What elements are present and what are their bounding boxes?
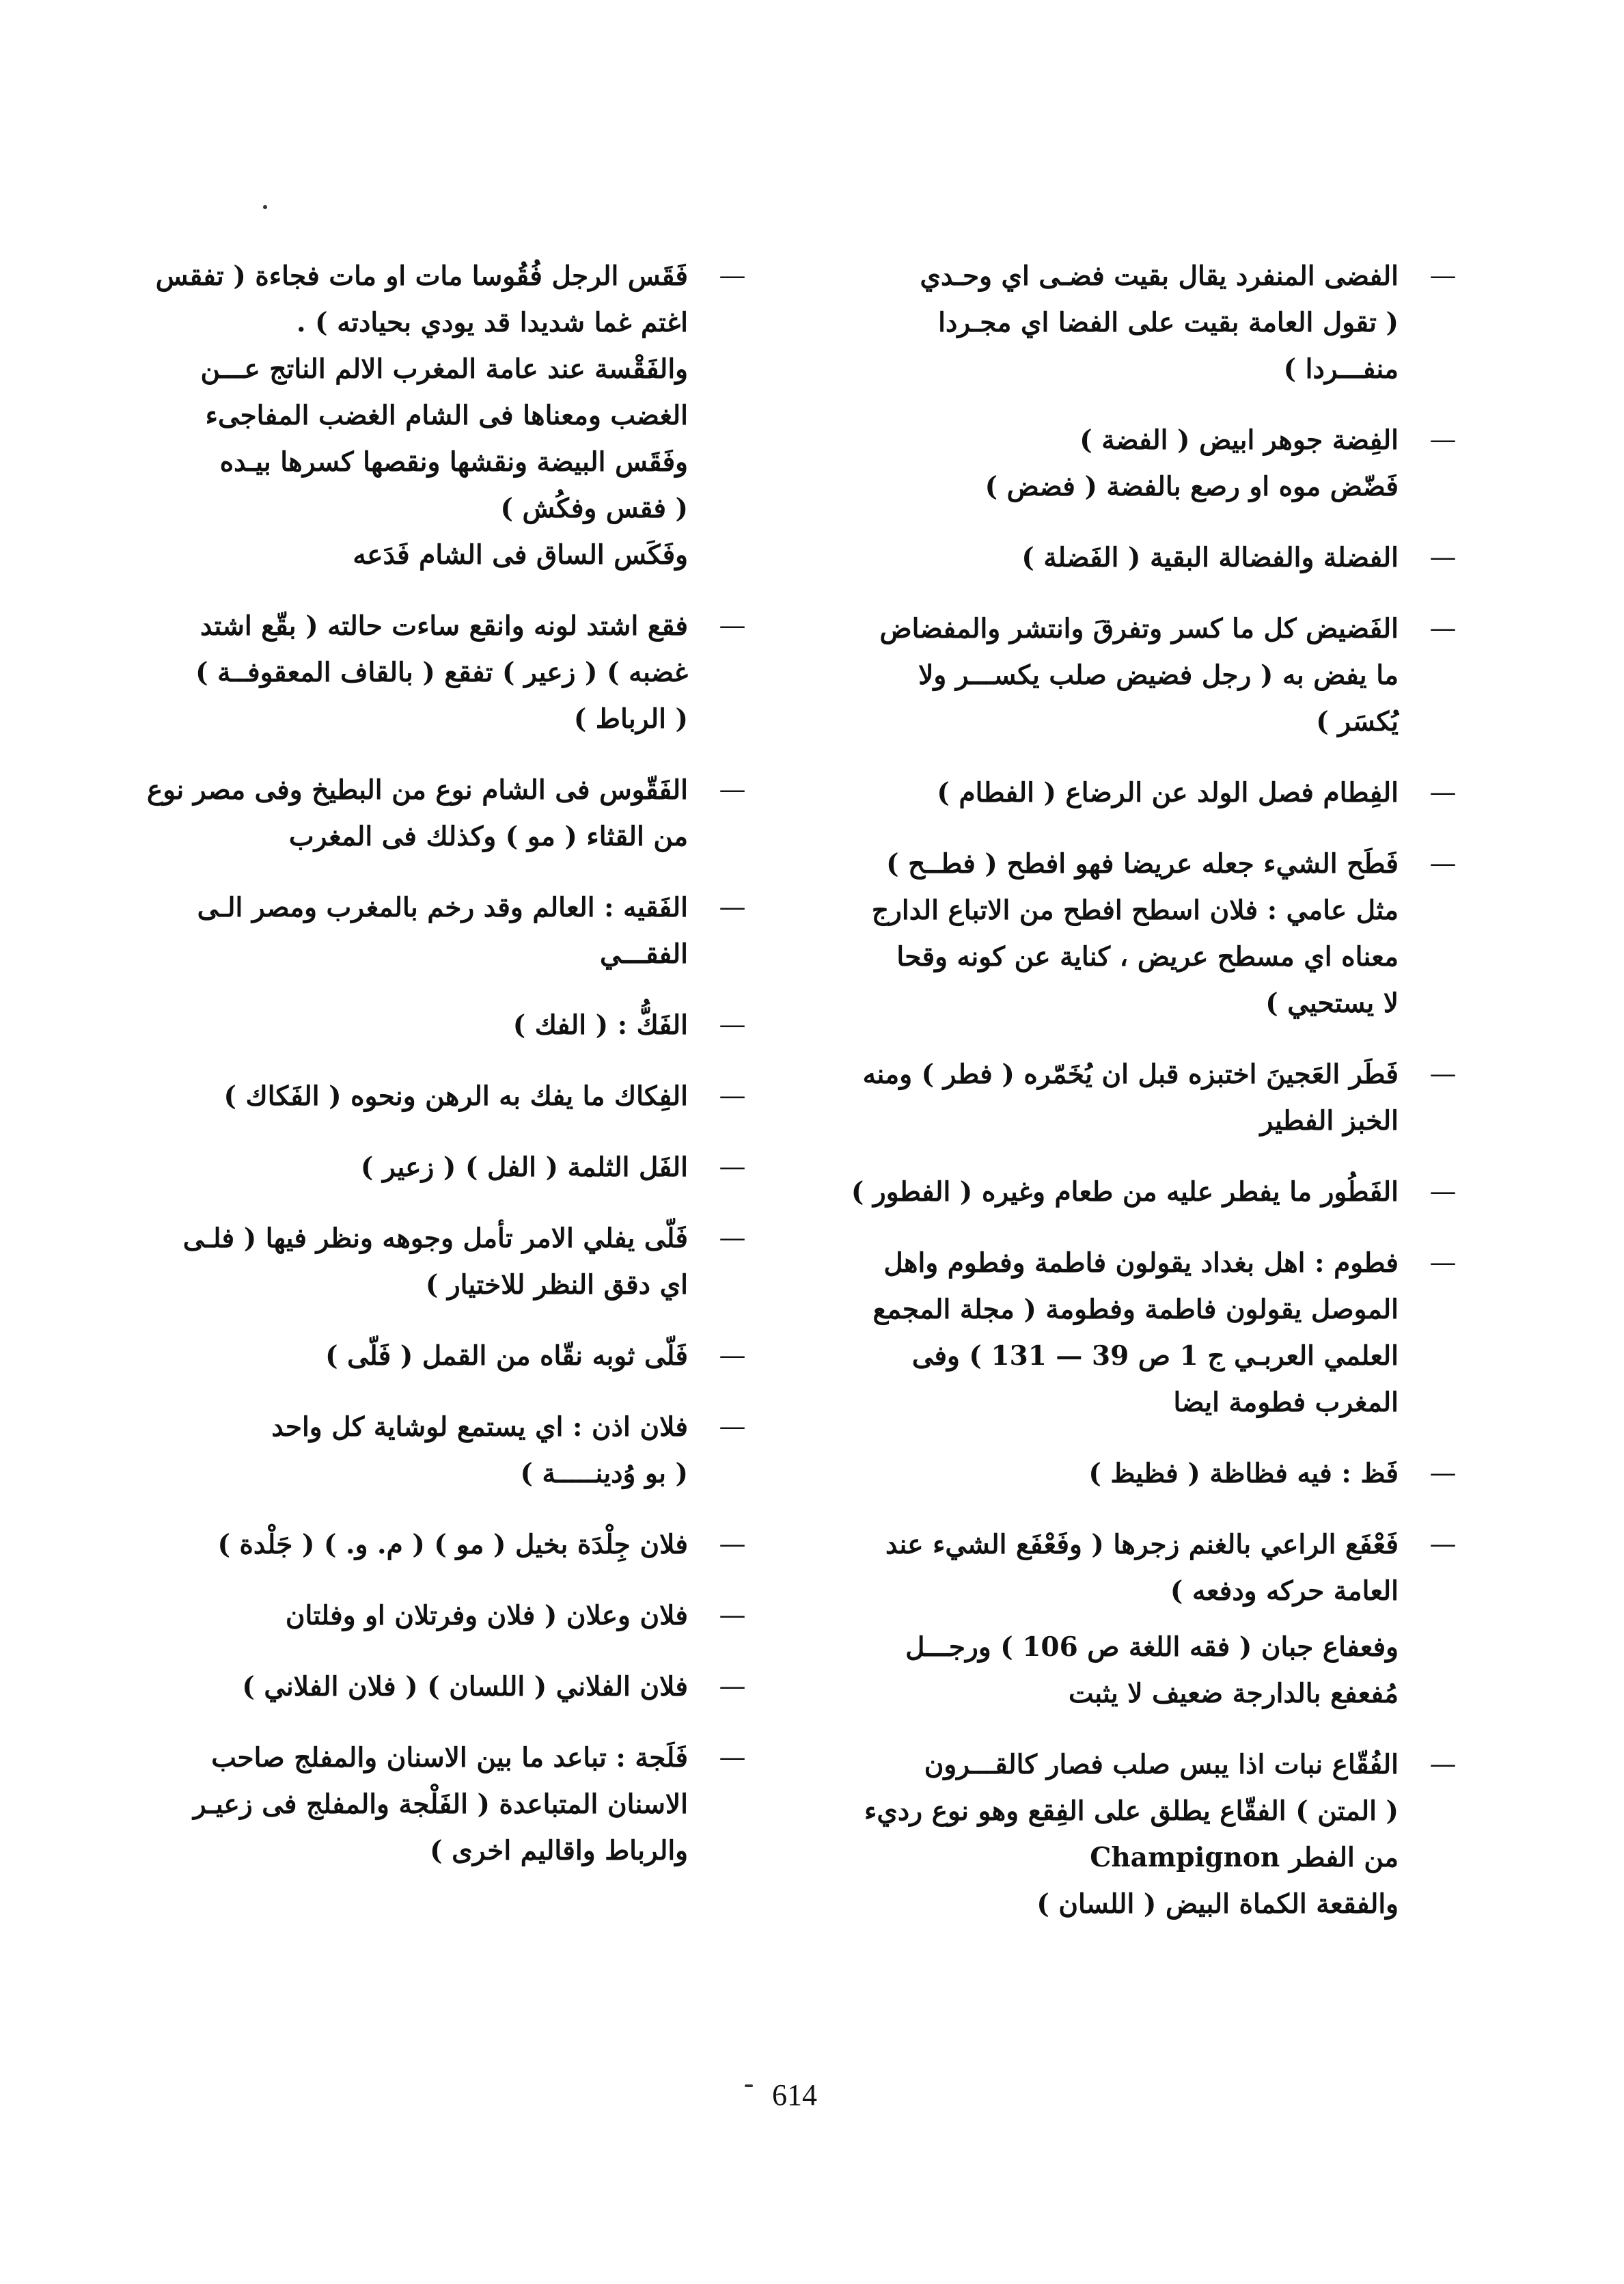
entry-dash: — [719, 260, 746, 291]
right-column [808, 253, 1463, 1952]
entry-line: فَلَجة : تباعد ما بين الاسنان والمفلج صاحب [211, 1742, 688, 1773]
dictionary-entry [808, 1450, 1463, 1497]
entry-dash: — [719, 774, 746, 805]
dictionary-entry [808, 1624, 1463, 1717]
left-column [97, 253, 753, 1899]
entry-line: الفِطام فصل الولد عن الرضاع ( الفطام ) [937, 777, 1399, 808]
entry-line: ما يفض به ( رجل فضيض صلب يكســـر ولا [918, 660, 1399, 691]
entry-dash: — [719, 1152, 746, 1182]
entry-line: ( بو وُدينـــــة ) [520, 1458, 688, 1489]
dictionary-entry [808, 1169, 1463, 1215]
dictionary-entry [97, 1404, 753, 1497]
entry-line: فَلّى ثوبه نقّاه من القمل ( فَلّى ) [325, 1340, 688, 1372]
entry-dash: — [719, 1080, 746, 1111]
entry-line: فَقَس الرجل فُقُوسا مات او مات فجاءة ( تفقس [155, 260, 688, 292]
entry-dash: — [719, 1223, 746, 1253]
dictionary-entry [808, 1741, 1463, 1927]
dictionary-entry [808, 1240, 1463, 1426]
entry-dash: — [719, 1600, 746, 1631]
dictionary-entry [97, 1333, 753, 1379]
entry-line: مثل عامي : فلان اسطح افطح من الاتباع الدارج [871, 895, 1399, 926]
entry-dash: — [1429, 1749, 1457, 1780]
entry-line: فلان اذن : اي يستمع لوشاية كل واحد [271, 1411, 688, 1443]
entry-dash: — [719, 1340, 746, 1371]
dictionary-entry [97, 767, 753, 860]
entry-dash: — [1429, 777, 1457, 808]
entry-line: الفَطُور ما يفطر عليه من طعام وغيره ( الفطور ) [851, 1176, 1399, 1208]
entry-line: لا يستحيي ) [1265, 988, 1399, 1019]
entry-dash: — [719, 1671, 746, 1702]
dictionary-entry [808, 417, 1463, 510]
entry-line: اي دقق النظر للاختيار ) [425, 1269, 688, 1301]
entry-line: والرباط واقاليم اخرى ) [430, 1835, 688, 1866]
entry-dash: — [1429, 260, 1457, 291]
entry-line: معناه اي مسطح عريض ، كناية عن كونه وقحا [896, 941, 1399, 973]
entry-dash: — [1429, 613, 1457, 644]
entry-dash: — [719, 892, 746, 923]
entry-dash: — [719, 610, 746, 641]
entry-line: العامة حركه ودفعه ) [1170, 1575, 1399, 1607]
dictionary-entry [808, 1521, 1463, 1614]
dictionary-entry [808, 253, 1463, 392]
entry-line: فَلّى يفلي الامر تأمل وجوهه ونظر فيها ( فلـى [182, 1223, 688, 1254]
entry-line: فطوم : اهل بغداد يقولون فاطمة وفطوم واهل [883, 1247, 1399, 1279]
entry-line: الاسنان المتباعدة ( الفَلْجة والمفلج فى زعيـر [193, 1789, 688, 1820]
entry-dash: — [1429, 848, 1457, 879]
entry-line: يُكسَر ) [1316, 706, 1399, 737]
page-number: 614 [772, 2078, 817, 2112]
entry-line: الفِضة جوهر ابيض ( الفضة ) [1079, 424, 1399, 456]
entry-line: من القثاء ( مو ) وكذلك فى المغرب [288, 821, 688, 852]
entry-line: الفَقّوس فى الشام نوع من البطيخ وفى مصر نوع [147, 774, 688, 806]
dictionary-entry [808, 841, 1463, 1027]
dictionary-entry [808, 770, 1463, 816]
entry-line: الفَكُّ : ( الفك ) [512, 1009, 688, 1041]
dictionary-entry [97, 1215, 753, 1308]
entry-line: ( فقس وفكُش ) [500, 493, 688, 524]
entry-line: الفضلة والفضالة البقية ( الفَضلة ) [1021, 542, 1399, 573]
dictionary-entry [97, 1002, 753, 1048]
entry-dash: — [719, 1411, 746, 1442]
entry-line: فَطَح الشيء جعله عريضا فهو افطح ( فطــح ) [886, 848, 1399, 880]
entry-line: الموصل يقولون فاطمة وفطومة ( مجلة المجمع [872, 1294, 1399, 1325]
entry-line: الفضى المنفرد يقال بقيت فضـى اي وحـدي [920, 260, 1399, 292]
entry-line: فقع اشتد لونه وانقع ساءت حالته ( بقّع اشتد [199, 610, 688, 642]
entry-dash: — [1429, 1059, 1457, 1089]
entry-line: من الفطر Champignon [1090, 1842, 1399, 1873]
entry-dash: — [1429, 1529, 1457, 1560]
entry-dash: — [719, 1529, 746, 1560]
entry-line: ( تقول العامة بقيت على الفضا اي مجـردا [938, 307, 1399, 338]
entry-line: العلمي العربـي ج 1 ص 39 — 131 ) وفى [911, 1340, 1399, 1372]
dictionary-entry [97, 1144, 753, 1191]
entry-line: فلان جِلْدَة بخيل ( مو ) ( م. و. ) ( جَلْدة ) [217, 1529, 688, 1560]
entry-line: الفِكاك ما يفك به الرهن ونحوه ( الفَكاك ) [223, 1080, 688, 1112]
entry-line: وفعفاع جبان ( فقه اللغة ص 106 ) ورجـــل [905, 1631, 1399, 1663]
dictionary-entry [97, 884, 753, 977]
dictionary-entry [97, 1735, 753, 1874]
entry-line: ( المتن ) الفقّاع يطلق على الفِقع وهو نوع رديء [864, 1795, 1399, 1827]
entry-line: الفَل الثلمة ( الفل ) ( زعير ) [360, 1152, 688, 1183]
entry-line: الفَقيه : العالم وقد رخم بالمغرب ومصر الـى [197, 892, 688, 923]
entry-line: المغرب فطومة ايضا [1173, 1387, 1399, 1418]
entry-line: والفَقْسة عند عامة المغرب الالم الناتج عـــن [200, 353, 688, 385]
entry-line: غضبه ) ( زعير ) تفقع ( بالقاف المعقوفــة ) [195, 657, 688, 688]
entry-dash: — [1429, 424, 1457, 455]
entry-line: الخبز الفطير [1260, 1105, 1399, 1137]
scan-speck [263, 205, 267, 209]
entry-line: مُفعفع بالدارجة ضعيف لا يثبت [1068, 1678, 1399, 1709]
entry-line: وفَكَس الساق فى الشام فَدَعه [353, 539, 688, 571]
dictionary-entry [97, 1073, 753, 1119]
entry-line: فَظ : فيه فظاظة ( فظيظ ) [1088, 1458, 1399, 1489]
entry-line: فلان وعلان ( فلان وفرتلان او وفلتان [285, 1600, 688, 1631]
dictionary-entry [808, 1051, 1463, 1144]
entry-dash: — [1429, 1458, 1457, 1488]
entry-line: فَعْفَع الراعي بالغنم زجرها ( وفَعْفَع الشيء عند [885, 1529, 1399, 1560]
dictionary-entry [97, 1521, 753, 1568]
entry-line: الغضب ومعناها فى الشام الغضب المفاجىء [205, 400, 688, 431]
entry-dash: — [1429, 1247, 1457, 1278]
entry-dash: — [719, 1009, 746, 1040]
dictionary-entry [97, 1663, 753, 1710]
entry-line: منفـــردا ) [1283, 353, 1399, 385]
entry-dash: — [1429, 1176, 1457, 1207]
entry-line: فلان الفلاني ( اللسان ) ( فلان الفلاني ) [242, 1671, 688, 1702]
dictionary-entry [808, 606, 1463, 745]
entry-dash: — [1429, 542, 1457, 573]
dictionary-entry [808, 534, 1463, 581]
entry-line: الفُقّاع نبات اذا يبس صلب فصار كالقـــرون [924, 1749, 1399, 1780]
entry-line: الفقـــي [600, 938, 688, 970]
entry-line: وفَقَس البيضة ونقشها ونقصها كسرها بيـده [219, 446, 688, 478]
dictionary-entry [97, 253, 753, 578]
entry-line: ( الرباط ) [573, 703, 688, 735]
entry-line: فَضّض موه او رصع بالفضة ( فضض ) [985, 471, 1399, 502]
entry-line: الفَضيض كل ما كسر وتفرقَ وانتشر والمفضاض [879, 613, 1399, 644]
dictionary-entry [97, 603, 753, 742]
scan-speck [745, 2084, 753, 2087]
entry-dash: — [719, 1742, 746, 1773]
entry-line: فَطَر العَجينَ اختبزه قبل ان يُخَمّره ( فطر ) ومنه [862, 1059, 1399, 1090]
entry-line: والفقعة الكماة البيض ( اللسان ) [1036, 1888, 1399, 1920]
dictionary-entry [97, 1592, 753, 1639]
entry-line: اغتم غما شديدا قد يودي بحيادته ) . [297, 307, 688, 338]
